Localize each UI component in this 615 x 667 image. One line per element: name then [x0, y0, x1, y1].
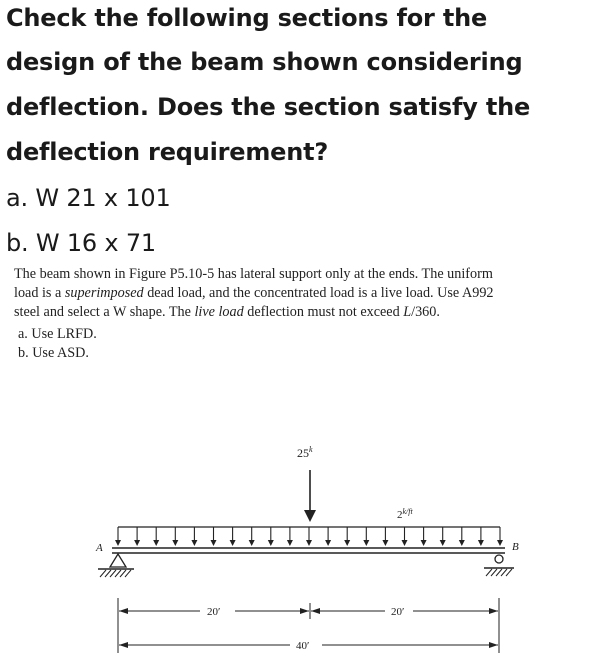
point-load-label: 25$^k$: [297, 445, 313, 460]
point-load-arrow: [304, 470, 316, 522]
uniform-load-arrow-head: [230, 540, 236, 546]
dimension-right: [311, 608, 498, 614]
option-b: b. W 16 x 71: [6, 229, 156, 257]
uniform-load-arrow-head: [325, 540, 331, 546]
problem-text: deflection must not exceed: [243, 304, 404, 320]
question-line-3: deflection. Does the section satisfy the: [6, 93, 531, 121]
problem-text: load is a: [14, 285, 65, 301]
problem-emphasis: L: [403, 304, 412, 320]
pin-support-left: [98, 554, 134, 577]
uniform-load-arrow-head: [172, 540, 178, 546]
question-line-2: design of the beam shown considering: [6, 48, 523, 76]
uniform-load-arrow-head: [402, 540, 408, 546]
question-line-1: Check the following sections for the: [6, 4, 488, 32]
support-label-a: A: [96, 542, 103, 554]
roller-support-right: [484, 555, 514, 576]
uniform-load-arrow-head: [115, 540, 121, 546]
uniform-load-arrow-head: [191, 540, 197, 546]
problem-text: steel and select a W shape. The: [14, 304, 195, 320]
support-label-b: B: [512, 541, 519, 553]
uniform-load-label: $2^{k/ft}$: [397, 507, 413, 521]
problem-text: /360.: [411, 304, 440, 320]
problem-line-1: The beam shown in Figure P5.10-5 has lateral support only at the ends. The uniform: [14, 266, 493, 282]
uniform-load-arrow-head: [153, 540, 159, 546]
uniform-load-arrow-head: [211, 540, 217, 546]
uniform-load-arrow-head: [497, 540, 503, 546]
uniform-load-arrow-head: [363, 540, 369, 546]
problem-part-b: b. Use ASD.: [18, 345, 89, 361]
uniform-load-arrow-head: [421, 540, 427, 546]
uniform-load-arrow-head: [134, 540, 140, 546]
problem-emphasis: live load: [194, 304, 244, 320]
dimension-total-label: 40′: [296, 640, 310, 652]
uniform-load-arrow-head: [306, 540, 312, 546]
problem-text: dead load, and the concentrated load is a live load. Use A992: [143, 285, 494, 301]
option-a: a. W 21 x 101: [6, 184, 171, 212]
uniform-load-arrow-head: [478, 540, 484, 546]
beam: [112, 548, 505, 553]
uniform-load-arrow-head: [344, 540, 350, 546]
uniform-load-arrow-head: [268, 540, 274, 546]
uniform-load: [115, 527, 503, 546]
dimension-left-label: 20′: [207, 606, 221, 618]
question-line-4: deflection requirement?: [6, 138, 329, 166]
problem-part-a: a. Use LRFD.: [18, 326, 97, 342]
uniform-load-arrow-head: [440, 540, 446, 546]
dimension-right-label: 20′: [391, 606, 405, 618]
uniform-load-arrow-head: [382, 540, 388, 546]
problem-emphasis: superimposed: [64, 285, 144, 301]
uniform-load-arrow-head: [459, 540, 465, 546]
uniform-load-arrow-head: [287, 540, 293, 546]
uniform-load-arrow-head: [249, 540, 255, 546]
